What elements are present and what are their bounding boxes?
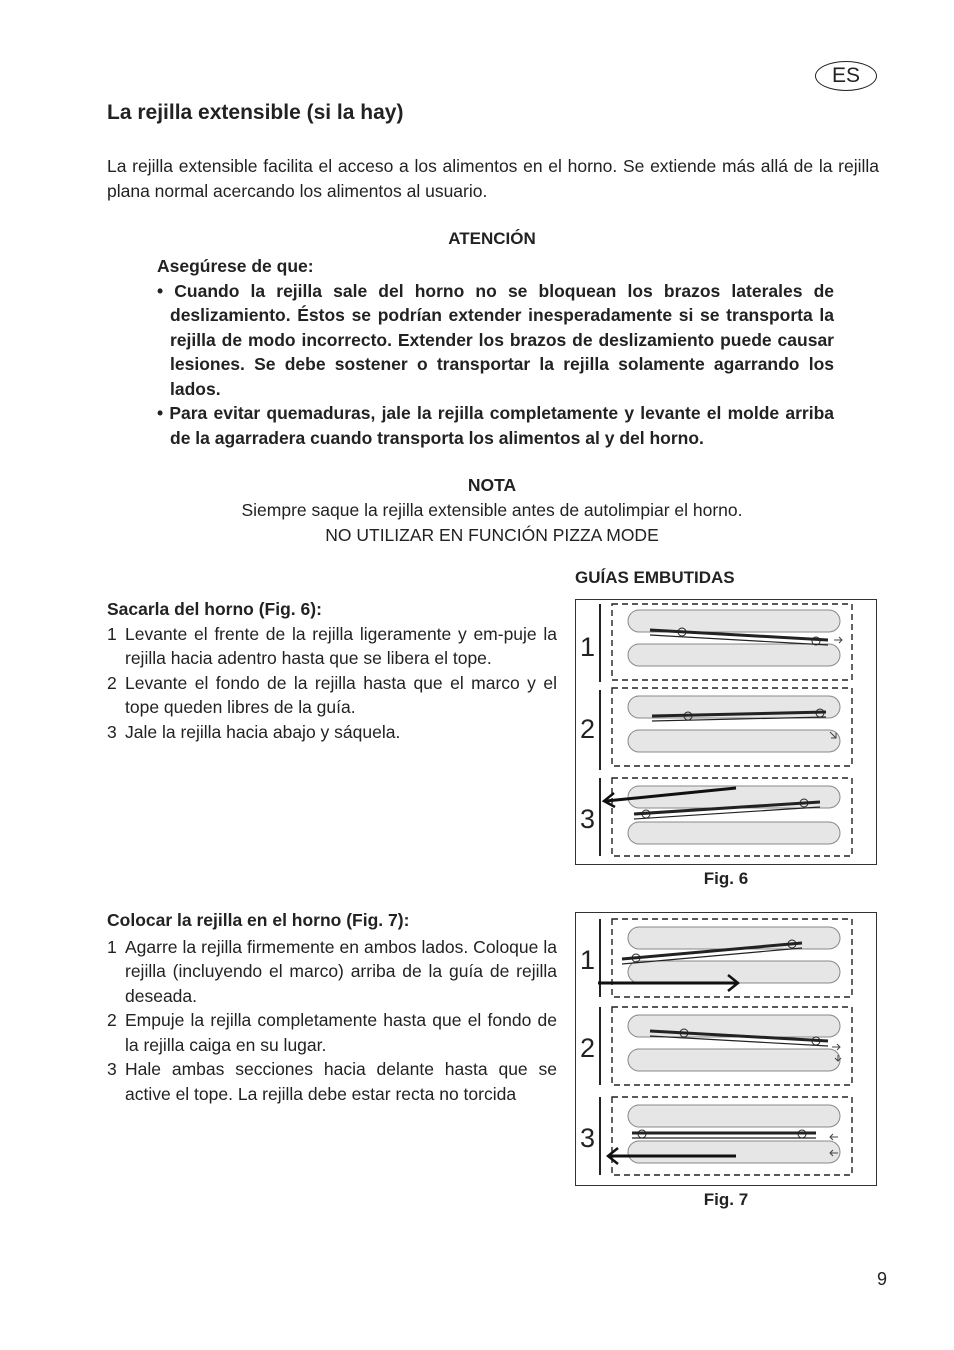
- section-title: La rejilla extensible (si la hay): [107, 101, 404, 124]
- page-number: 9: [877, 1269, 888, 1289]
- list-item: 1 Agarre la rejilla firmemente en ambos lados. Coloque la rejilla (incluyendo el marco) arriba de la guía de rejilla deseada.: [107, 936, 557, 1006]
- figure-7-illustration: [576, 913, 875, 1184]
- warning-heading: ATENCIÓN: [448, 229, 536, 248]
- note-heading: NOTA: [467, 475, 517, 495]
- list-item: 3 Jale la rejilla hacia abajo y sáquela.: [107, 721, 401, 742]
- list-item: 2 Levante el fondo de la rejilla hasta que el marco y el tope queden libres de la guía.: [107, 672, 557, 717]
- remove-instructions: [107, 597, 557, 744]
- note-block: [0, 473, 954, 548]
- note-line: Siempre saque la rejilla extensible antes de autolimpiar el horno.: [241, 500, 743, 520]
- intro-paragraph: La rejilla extensible facilita el acceso a los alimentos en el horno. Se extiende más allá de la rejilla plana normal acercando los alimentos al usuario.: [107, 156, 879, 201]
- figure-6: [575, 599, 877, 865]
- insert-heading: Colocar la rejilla en el horno (Fig. 7):: [107, 910, 410, 930]
- guias-label: GUÍAS EMBUTIDAS: [575, 568, 735, 587]
- figure-7: [575, 912, 877, 1186]
- list-item: 1 Levante el frente de la rejilla ligeramente y em-puje la rejilla hacia adentro hasta que se libera el tope.: [107, 623, 557, 668]
- fig6-label: 3: [580, 804, 596, 834]
- fig7-step-3: [600, 1097, 852, 1175]
- fig7-label: 3: [580, 1123, 596, 1153]
- remove-heading: Sacarla del horno (Fig. 6):: [107, 599, 322, 619]
- insert-instructions: [107, 908, 557, 1106]
- note-line: NO UTILIZAR EN FUNCIÓN PIZZA MODE: [325, 525, 659, 545]
- fig7-step-2: [600, 1007, 852, 1085]
- fig7-label: 1: [580, 945, 596, 975]
- fig6-label: 1: [580, 632, 596, 662]
- warning-lead: Asegúrese de que:: [157, 256, 314, 276]
- fig6-step-1: [600, 604, 852, 682]
- figure-7-caption: Fig. 7: [703, 1190, 749, 1209]
- fig7-step-1: [598, 919, 852, 997]
- fig6-step-3: [600, 778, 852, 856]
- warning-bullet: • Cuando la rejilla sale del horno no se bloquean los brazos laterales de deslizamiento. Éstos se podrían extender inesperadamente si se transporta la rejilla de modo incorrecto. Extender los brazos de deslizamiento puede causar lesiones. Se debe sostener o transportar la rejilla solamente agarrando los lados.: [157, 280, 834, 399]
- warning-block: [157, 254, 834, 450]
- fig6-label: 2: [580, 714, 596, 744]
- list-item: 2 Empuje la rejilla completamente hasta que el fondo de la rejilla caiga en su lugar.: [107, 1010, 557, 1055]
- list-item: 3 Hale ambas secciones hacia delante hasta que se active el tope. La rejilla debe estar recta no torcida: [107, 1059, 557, 1104]
- language-badge: ES: [815, 61, 877, 91]
- fig6-step-2: [600, 688, 852, 770]
- figure-6-illustration: [576, 600, 875, 863]
- warning-bullet: • Para evitar quemaduras, jale la rejilla completamente y levante el molde arriba de la agarradera cuando transporta los alimentos al y del horno.: [157, 403, 834, 448]
- figure-6-caption: Fig. 6: [703, 869, 749, 888]
- fig7-label: 2: [580, 1033, 596, 1063]
